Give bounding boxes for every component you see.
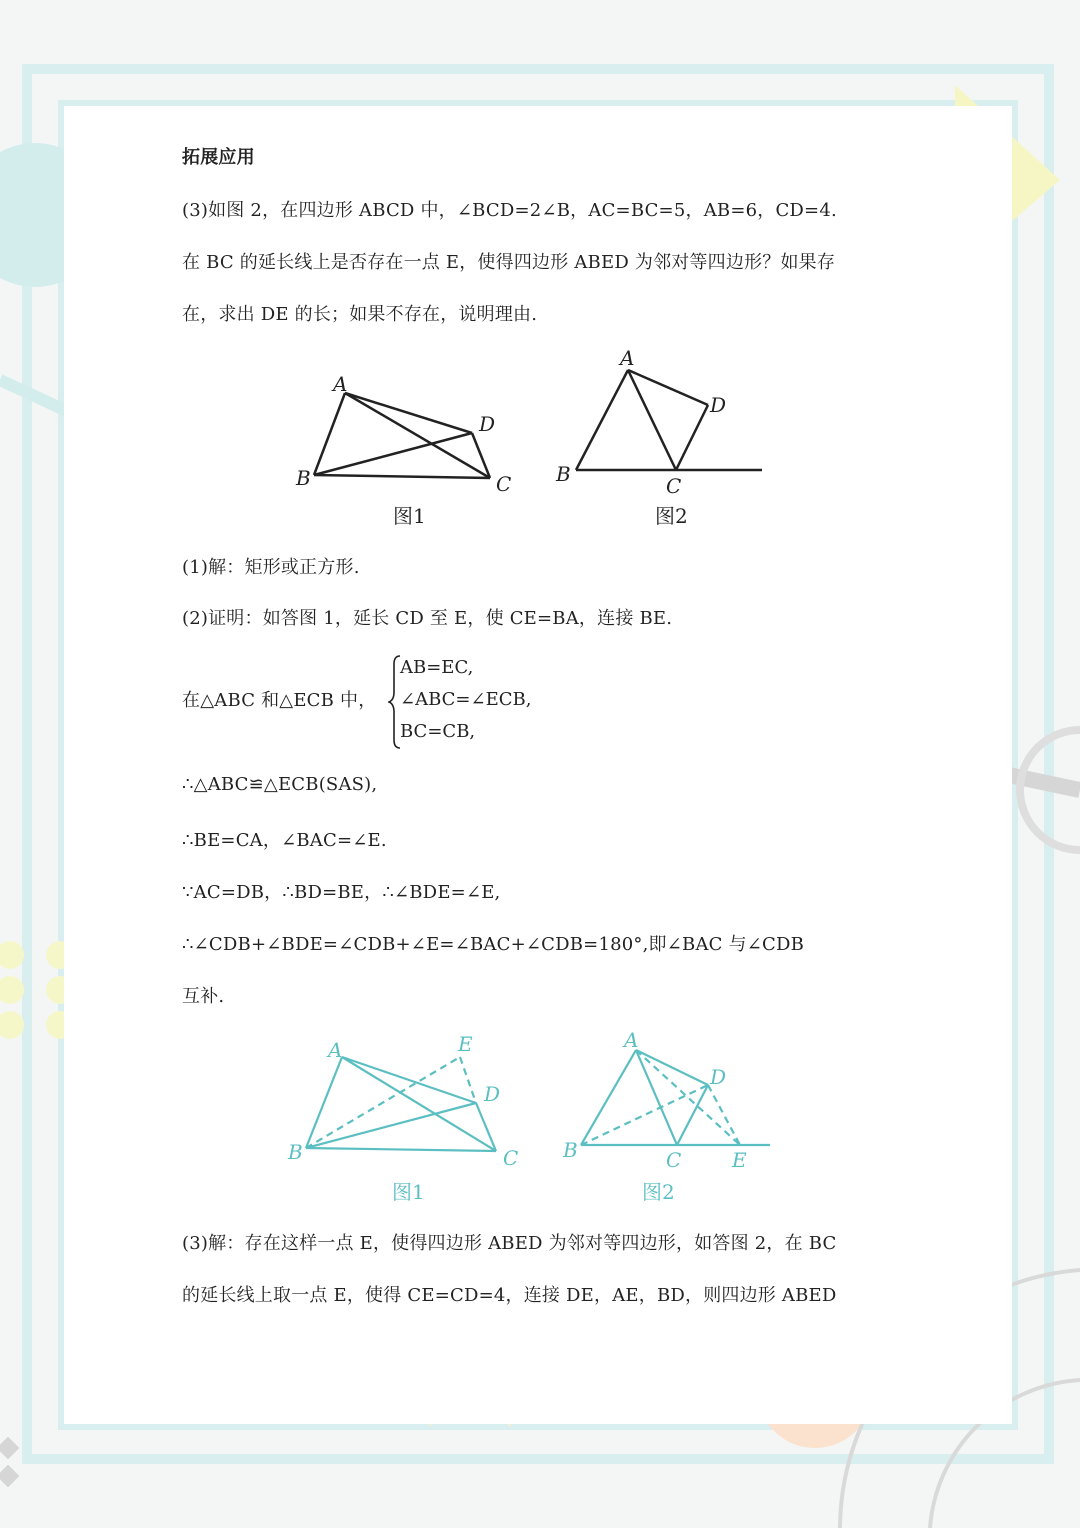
fig2-point-C: C: [666, 474, 682, 498]
fig1-point-D: D: [479, 412, 496, 436]
fig2-point-A: A: [620, 346, 635, 370]
section-title: 拓展应用: [182, 147, 255, 168]
fig1-point-C: C: [496, 472, 512, 496]
fig2-point-B: B: [556, 462, 571, 486]
ans-fig1-point-D: D: [484, 1082, 501, 1106]
solution-line-5: ∴BE=CA，∠BAC=∠E.: [182, 830, 387, 851]
fig1-label: 图1: [393, 504, 426, 528]
ans-fig2-point-D: D: [710, 1065, 727, 1089]
answer-figure-1: [306, 1057, 496, 1151]
fig2-point-D: D: [710, 393, 727, 417]
problem-line-3: 在，求出 DE 的长；如果不存在，说明理由.: [182, 304, 538, 325]
ans-fig2-point-C: C: [666, 1148, 682, 1172]
problem-line-2: 在 BC 的延长线上是否存在一点 E，使得四边形 ABED 为邻对等四边形？如果存: [182, 252, 836, 273]
system-eq-3: BC=CB,: [400, 721, 476, 742]
system-eq-1: AB=EC,: [400, 657, 474, 678]
fig1-point-B: B: [296, 466, 311, 490]
solution-line-4: ∴△ABC≌△ECB(SAS),: [182, 774, 378, 795]
system-eq-2: ∠ABC=∠ECB,: [400, 689, 532, 710]
ans-fig2-point-E: E: [732, 1148, 747, 1172]
fig2-label: 图2: [655, 504, 688, 528]
ans-fig1-point-E: E: [458, 1032, 473, 1056]
ans-fig2-point-B: B: [563, 1138, 578, 1162]
ans-fig1-point-B: B: [288, 1140, 303, 1164]
solution-line-6: ∵AC=DB，∴BD=BE，∴∠BDE=∠E,: [182, 882, 501, 903]
solution-line-7: ∴∠CDB+∠BDE=∠CDB+∠E=∠BAC+∠CDB=180°,即∠BAC 与∠CDB: [182, 934, 805, 955]
ans-fig1-label: 图1: [392, 1180, 425, 1204]
solution-line-1: (1)解：矩形或正方形.: [182, 557, 360, 578]
answer-figure-2: [581, 1050, 770, 1145]
solution3-line-1: (3)解：存在这样一点 E，使得四边形 ABED 为邻对等四边形，如答图 2，在 BC: [182, 1233, 837, 1254]
solution-line-8: 互补.: [182, 986, 225, 1007]
solution3-line-2: 的延长线上取一点 E，使得 CE=CD=4，连接 DE，AE，BD，则四边形 ABED: [182, 1285, 837, 1306]
ans-fig2-point-A: A: [624, 1028, 639, 1052]
problem-line-1: (3)如图 2，在四边形 ABCD 中，∠BCD=2∠B，AC=BC=5，AB=6，CD=4.: [182, 200, 837, 221]
ans-fig1-point-A: A: [328, 1038, 343, 1062]
solution-line-3: 在△ABC 和△ECB 中，: [182, 690, 377, 711]
ans-fig2-label: 图2: [642, 1180, 675, 1204]
solution-line-2: (2)证明：如答图 1，延长 CD 至 E，使 CE=BA，连接 BE.: [182, 608, 673, 629]
ans-fig1-point-C: C: [503, 1146, 519, 1170]
fig1-point-A: A: [333, 372, 348, 396]
